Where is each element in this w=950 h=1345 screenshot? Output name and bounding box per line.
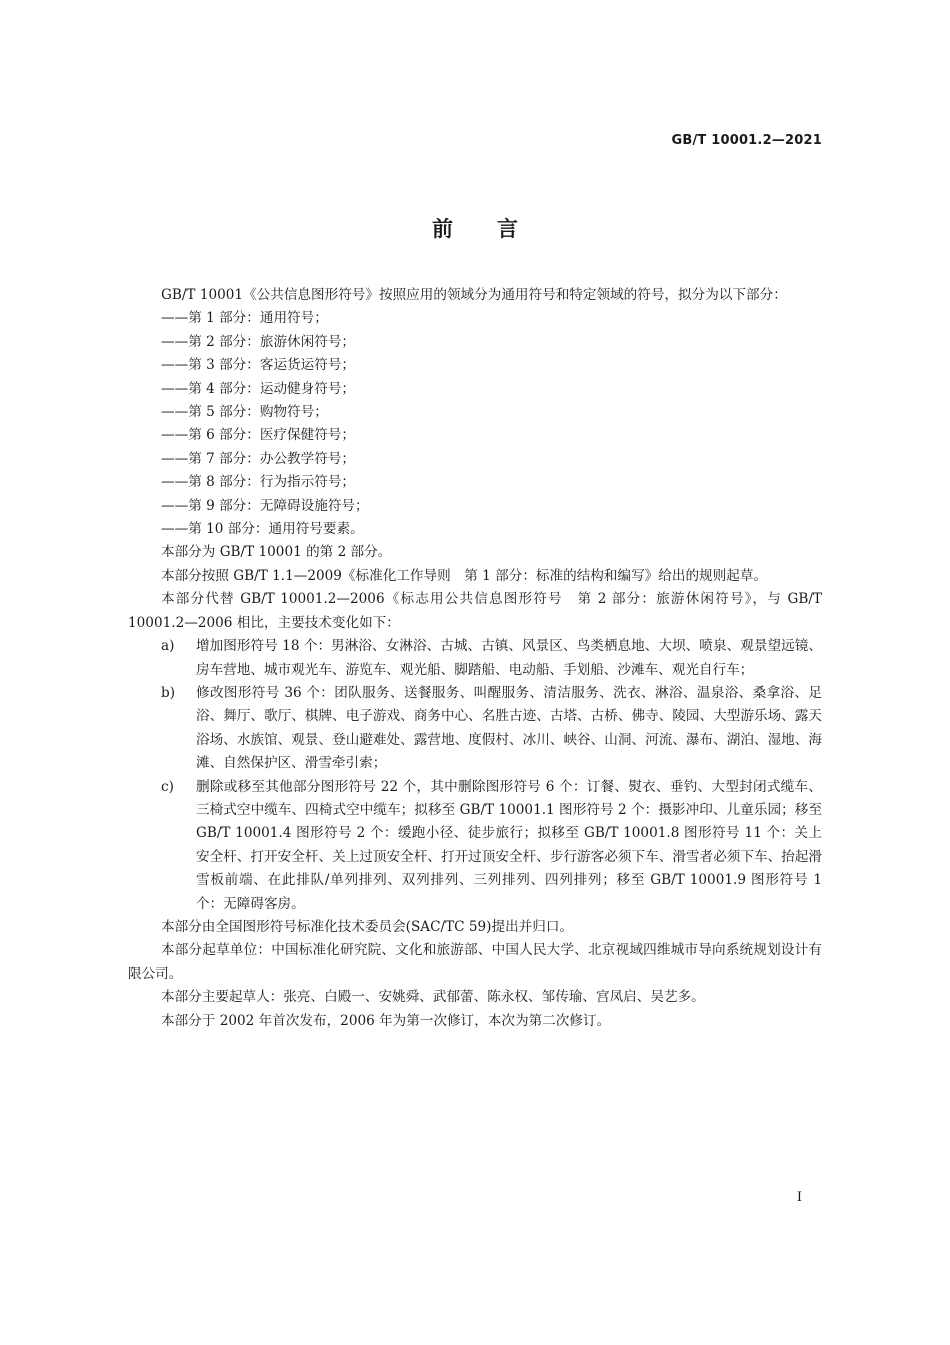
list-item: ——第 10 部分：通用符号要素。 [161, 521, 364, 538]
changes-list [128, 635, 822, 916]
change-item-text: 修改图形符号 36 个：团队服务、送餐服务、叫醒服务、清洁服务、洗衣、淋浴、温泉浴、桑拿浴、足浴、舞厅、歌厅、棋牌、电子游戏、商务中心、名胜古迹、古塔、古桥、佛寺、陵园、大型游乐场、露天浴场、水族馆、观景、登山避难处、露营地、度假村、冰川、峡谷、山洞、河流、瀑布、湖泊、湿地、海滩、自然保护区、滑雪牵引索； [196, 684, 822, 772]
list-item: ——第 4 部分：运动健身符号； [161, 380, 356, 397]
drafters-paragraph: 本部分主要起草人：张亮、白殿一、安姚舜、武郁蕾、陈永权、邹传瑜、宫凤启、吴艺多。 [161, 989, 705, 1006]
parts-list [128, 307, 822, 541]
page-number: I [796, 1190, 802, 1205]
list-item: ——第 9 部分：无障碍设施符号； [161, 497, 369, 514]
list-item: ——第 7 部分：办公教学符号； [161, 450, 356, 467]
change-item [128, 682, 822, 776]
list-item: ——第 2 部分：旅游休闲符号； [161, 333, 356, 350]
change-item-label: b) [161, 684, 176, 701]
page-title: 前言 [432, 217, 562, 241]
list-item: ——第 1 部分：通用符号； [161, 310, 328, 327]
change-item [128, 776, 822, 916]
document-body [128, 284, 822, 1033]
change-item-label: a) [161, 638, 175, 655]
change-item-text: 增加图形符号 18 个：男淋浴、女淋浴、古城、古镇、风景区、鸟类栖息地、大坝、喷泉、观景望远镜、房车营地、城市观光车、游览车、观光船、脚踏船、电动船、手划船、沙滩车、观光自行车； [196, 638, 822, 678]
change-item [128, 635, 822, 682]
change-item-text: 删除或移至其他部分图形符号 22 个，其中删除图形符号 6 个：订餐、熨衣、垂钓、大型封闭式缆车、三椅式空中缆车、四椅式空中缆车；拟移至 GB/T 10001.1 图形符号 2 个：摄影冲印、儿童乐园；移至 GB/T 10001.4 图形符号 2 个：缓跑小径、徒步旅行；拟移至 GB/T 10001.8 图形符号 11 个：关上安全杆、打开安全杆、关上过顶安全杆、打开过顶安全杆、步行游客必须下车、滑雪者必须下车、抬起滑雪板前端、在此排队/单列排列、双列排列、三列排列、四列排列；移至 GB/T 10001.9 图形符号 1 个：无障碍客房。 [196, 778, 822, 912]
list-item: ——第 8 部分：行为指示符号； [161, 474, 356, 491]
drafting-rules-paragraph: 本部分按照 GB/T 1.1—2009《标准化工作导则 第 1 部分：标准的结构和编写》给出的规则起草。 [161, 567, 768, 584]
replaces-paragraph: 本部分代替 GB/T 10001.2—2006《标志用公共信息图形符号 第 2 部分：旅游休闲符号》，与 GB/T 10001.2—2006 相比，主要技术变化如下： [128, 591, 822, 631]
standard-number: GB/T 10001.2—2021 [671, 133, 822, 148]
history-paragraph: 本部分于 2002 年首次发布，2006 年为第一次修订，本次为第二次修订。 [161, 1012, 611, 1029]
part-of-paragraph: 本部分为 GB/T 10001 的第 2 部分。 [161, 544, 392, 561]
list-item: ——第 3 部分：客运货运符号； [161, 357, 356, 374]
drafting-units-paragraph: 本部分起草单位：中国标准化研究院、文化和旅游部、中国人民大学、北京视域四维城市导向系统规划设计有限公司。 [128, 942, 822, 982]
intro-paragraph: GB/T 10001《公共信息图形符号》按照应用的领域分为通用符号和特定领域的符号，拟分为以下部分： [161, 287, 787, 303]
list-item: ——第 6 部分：医疗保健符号； [161, 427, 356, 444]
change-item-label: c) [161, 778, 174, 795]
list-item: ——第 5 部分：购物符号； [161, 404, 328, 421]
proposed-by-paragraph: 本部分由全国图形符号标准化技术委员会(SAC/TC 59)提出并归口。 [161, 918, 574, 935]
